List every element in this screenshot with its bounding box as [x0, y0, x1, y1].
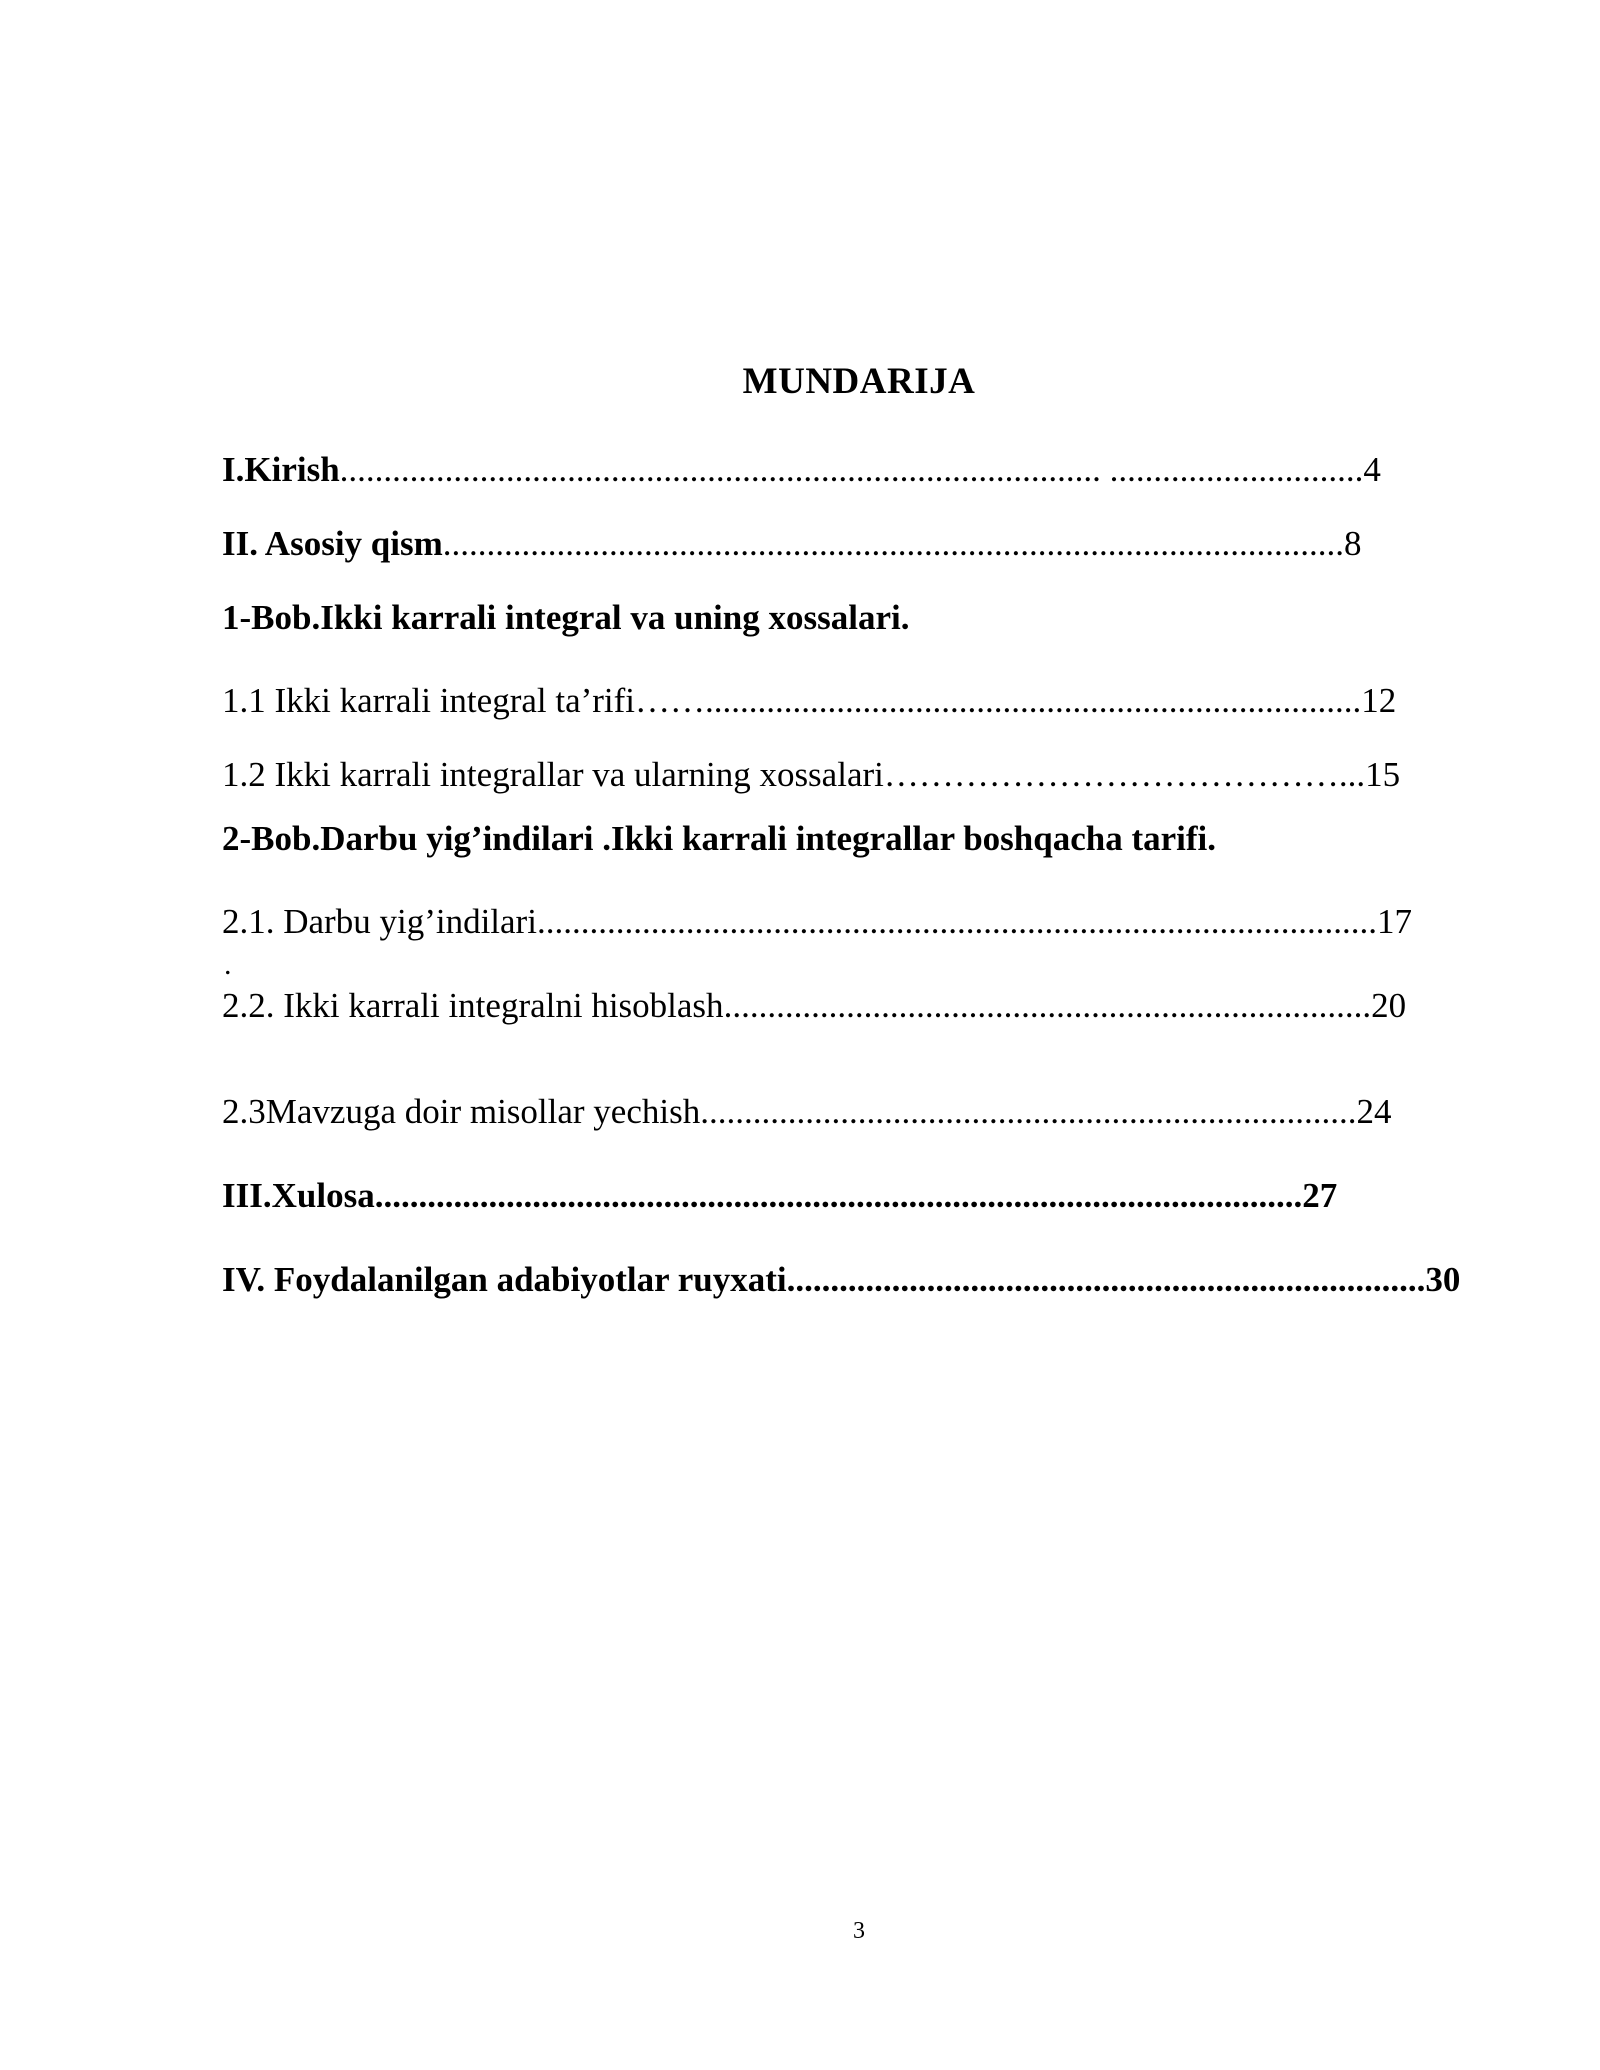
toc-chapter-1-heading	[222, 600, 909, 635]
toc-entry-page: 8	[1344, 524, 1362, 563]
toc-entry-leader: ....................................................................................... .............................	[339, 450, 1364, 489]
toc-entry-page: 20	[1371, 986, 1407, 1025]
toc-entry-leader: ..........................................................................	[723, 986, 1372, 1025]
toc-entry-label: 2-Bob.Darbu yig’indilari .Ikki karrali integrallar boshqacha tarifi.	[222, 819, 1217, 858]
toc-entry-leader: …………………………………...	[883, 755, 1366, 794]
toc-entry-page: 12	[1361, 681, 1397, 720]
toc-entry-leader: .......................................................................................................	[442, 524, 1345, 563]
toc-entry-2-1	[222, 904, 1412, 939]
toc-entry-adabiyotlar	[222, 1262, 1460, 1297]
toc-entry-page: 17	[1376, 902, 1412, 941]
toc-entry-1-2	[222, 757, 1400, 792]
toc-entry-leader: ……...........................................................................	[635, 681, 1362, 720]
toc-entry-label: 2.3Mavzuga doir misollar yechish	[222, 1092, 701, 1131]
toc-entry-asosiy-qism	[222, 526, 1362, 561]
toc-entry-label: 1-Bob.Ikki karrali integral va uning xossalari.	[222, 598, 910, 637]
toc-entry-kirish	[222, 452, 1381, 487]
toc-entry-label: 1.1 Ikki karrali integral ta’rifi	[222, 681, 636, 720]
toc-chapter-2-heading	[222, 821, 1216, 856]
toc-entry-label: III.Xulosa	[222, 1176, 375, 1215]
toc-entry-label: 1.2 Ikki karrali integrallar va ularning xossalari	[222, 755, 884, 794]
toc-entry-page: 4	[1363, 450, 1381, 489]
page-number: 3	[853, 1918, 865, 1944]
toc-entry-label: II. Asosiy qism	[222, 524, 443, 563]
toc-entry-leader: .........................................................................	[786, 1260, 1426, 1299]
toc-entry-page: 30	[1425, 1260, 1461, 1299]
toc-entry-leader: ................................................................................................	[536, 902, 1377, 941]
toc-entry-page: 24	[1356, 1092, 1392, 1131]
toc-entry-label: I.Kirish	[222, 450, 340, 489]
toc-entry-page: 27	[1302, 1176, 1338, 1215]
toc-entry-label: 2.2. Ikki karrali integralni hisoblash	[222, 986, 724, 1025]
toc-entry-2-2	[222, 988, 1406, 1023]
stray-dot: .	[224, 948, 232, 981]
page-title: MUNDARIJA	[742, 361, 976, 402]
toc-entry-leader: ...........................................................................	[700, 1092, 1357, 1131]
toc-entry-xulosa	[222, 1178, 1337, 1213]
toc-entry-page: 15	[1365, 755, 1401, 794]
toc-entry-leader: ..........................................................................................................	[374, 1176, 1303, 1215]
toc-entry-1-1	[222, 683, 1396, 718]
toc-entry-label: 2.1. Darbu yig’indilari	[222, 902, 537, 941]
toc-entry-2-3	[222, 1094, 1391, 1129]
toc-entry-label: IV. Foydalanilgan adabiyotlar ruyxati	[222, 1260, 787, 1299]
